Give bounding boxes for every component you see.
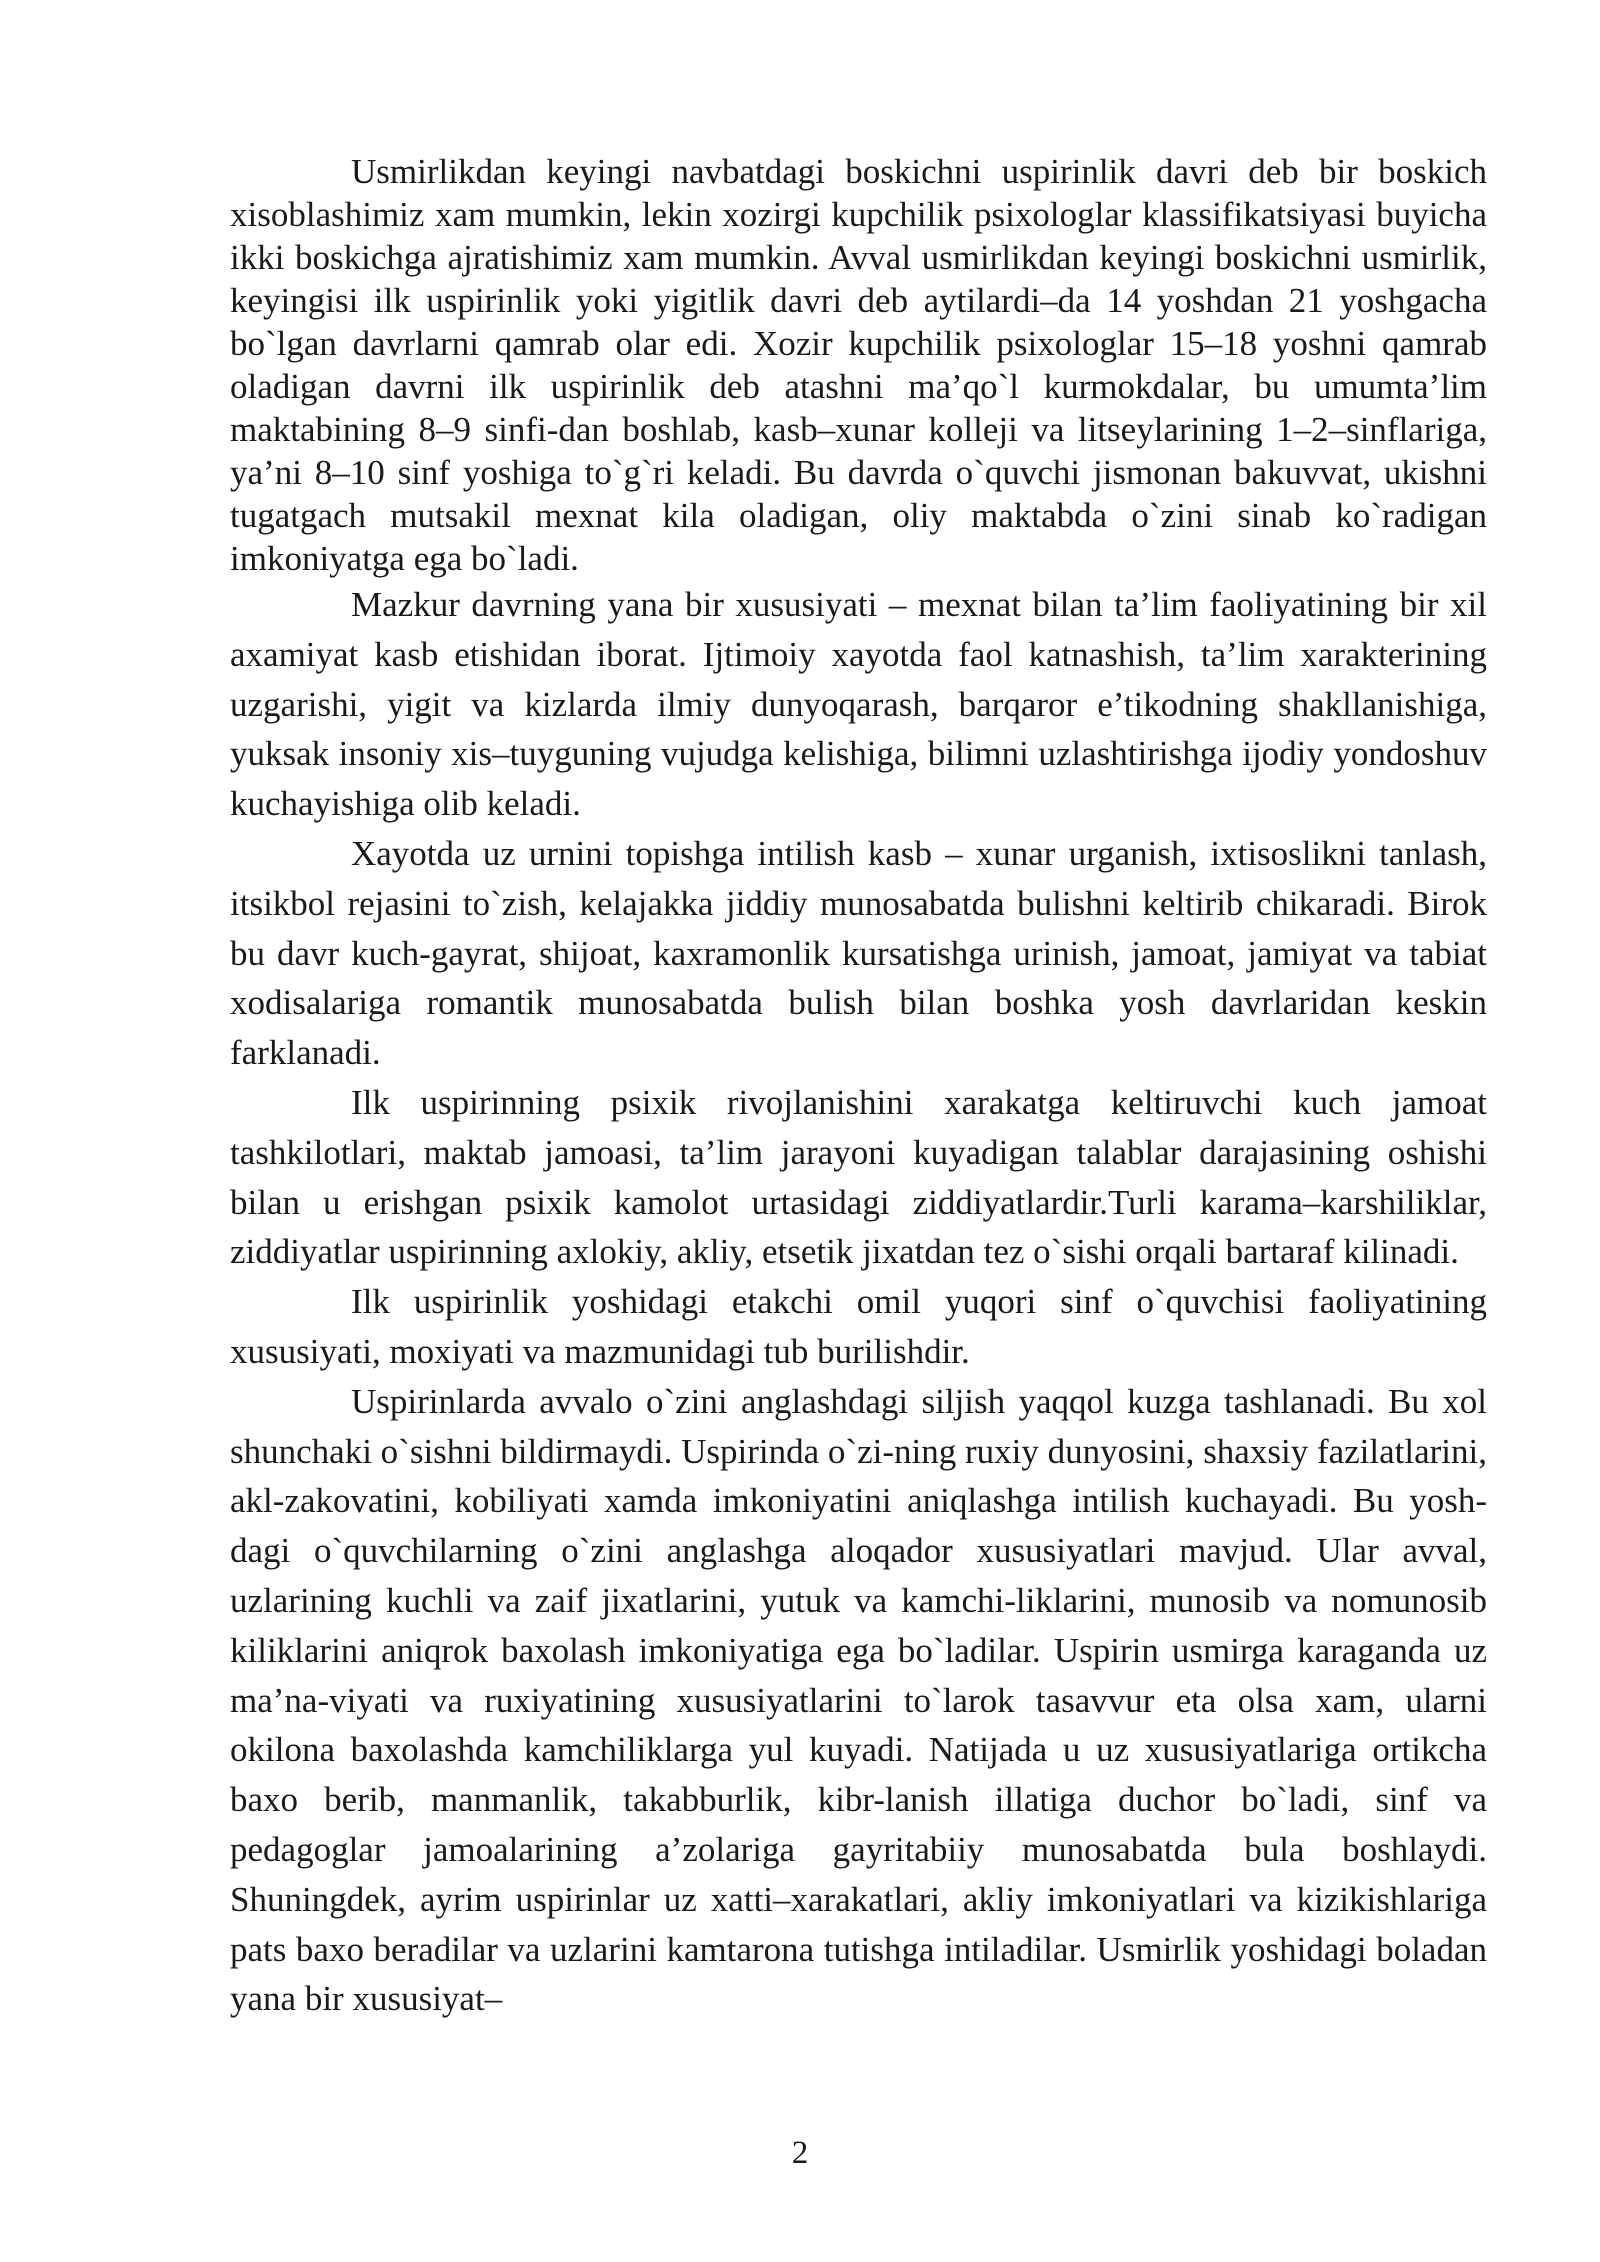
page-number: 2 (791, 2135, 809, 2171)
paragraph-4: Ilk uspirinning psixik rivojlanishini xarakatga keltiruvchi kuch jamoat tashkilotlari, maktab jamoasi, ta’lim jarayoni kuyadigan talablar darajasining oshishi bilan u erishgan psixik kamolot urtasidagi ziddiyatlardir.Turli karama–karshiliklar, ziddiyatlar uspirinning axlokiy, akliy, etsetik jixatdan tez o`sishi orqali bartaraf kilinadi. (230, 1082, 1487, 1272)
body-text (230, 150, 1487, 2024)
paragraph-1: Usmirlikdan keyingi navbatdagi boskichni uspirinlik davri deb bir boskich xisoblashimiz xam mumkin, lekin xozirgi kupchilik psixologlar klassifikatsiyasi buyicha ikki boskichga ajratishimiz xam mumkin. Avval usmirlikdan keyingi boskichni usmirlik, keyingisi ilk uspirinlik yoki yigitlik davri deb aytilardi–da 14 yoshdan 21 yoshgacha bo`lgan davrlarni qamrab olar edi. Xozir kupchilik psixologlar 15–18 yoshni qamrab oladigan davrni ilk uspirinlik deb atashni ma’qo`l kurmokdalar, bu umumta’lim maktabining 8–9 sinfi-dan boshlab, kasb–xunar kolleji va litseylarining 1–2–sinflariga, ya’ni 8–10 sinf yoshiga to`g`ri keladi. Bu davrda o`quvchi jismonan bakuvvat, ukishni tugatgach mutsakil mexnat kila oladigan, oliy maktabda o`zini sinab ko`radigan imkoniyatga ega bo`ladi. (230, 152, 1487, 578)
paragraph-3: Xayotda uz urnini topishga intilish kasb – xunar urganish, ixtisoslikni tanlash, itsikbol rejasini to`zish, kelajakka jiddiy munosabatda bulishni keltirib chikaradi. Birok bu davr kuch-gayrat, shijoat, kaxramonlik kursatishga urinish, jamoat, jamiyat va tabiat xodisalariga romantik munosabatda bulish bilan boshka yosh davrlaridan keskin farklanadi. (230, 833, 1487, 1073)
paragraph-2: Mazkur davrning yana bir xususiyati – mexnat bilan ta’lim faoliyatining bir xil axamiyat kasb etishidan iborat. Ijtimoiy xayotda faol katnashish, ta’lim xarakterining uzgarishi, yigit va kizlarda ilmiy dunyoqarash, barqaror e’tikodning shakllanishiga, yuksak insoniy xis–tuyguning vujudga kelishiga, bilimni uzlashtirishga ijodiy yondoshuv kuchayishiga olib keladi. (230, 585, 1487, 824)
paragraph-6: Uspirinlarda avvalo o`zini anglashdagi siljish yaqqol kuzga tashlanadi. Bu xol shunchaki o`sishni bildirmaydi. Uspirinda o`zi-ning ruxiy dunyosini, shaxsiy fazilatlarini, akl-zakovatini, kobiliyati xamda imkoniyatini aniqlashga intilish kuchayadi. Bu yosh-dagi o`quvchilarning o`zini anglashga aloqador xususiyatlari mavjud. Ular avval, uzlarining kuchli va zaif jixatlarini, yutuk va kamchi-liklarini, munosib va nomunosib kiliklarini aniqrok baxolash imkoniyatiga ega bo`ladilar. Uspirin usmirga karaganda uz ma’na-viyati va ruxiyatining xususiyatlarini to`larok tasavvur eta olsa xam, ularni okilona baxolashda kamchiliklarga yul kuyadi. Natijada u uz xususiyatlariga ortikcha baxo berib, manmanlik, takabburlik, kibr-lanish illatiga duchor bo`ladi, sinf va pedagoglar jamoalarining a’zolariga gayritabiiy munosabatda bula boshlaydi. Shuningdek, ayrim uspirinlar uz xatti–xarakatlari, akliy imkoniyatlari va kizikishlariga pats baxo beradilar va uzlarini kamtarona tutishga intiladilar. Usmirlik yoshidagi boladan yana bir xususiyat– (230, 1381, 1487, 2019)
paragraph-5: Ilk uspirinlik yoshidagi etakchi omil yuqori sinf o`quvchisi faoliyatining xususiyati, moxiyati va mazmunidagi tub burilishdir. (230, 1282, 1487, 1371)
